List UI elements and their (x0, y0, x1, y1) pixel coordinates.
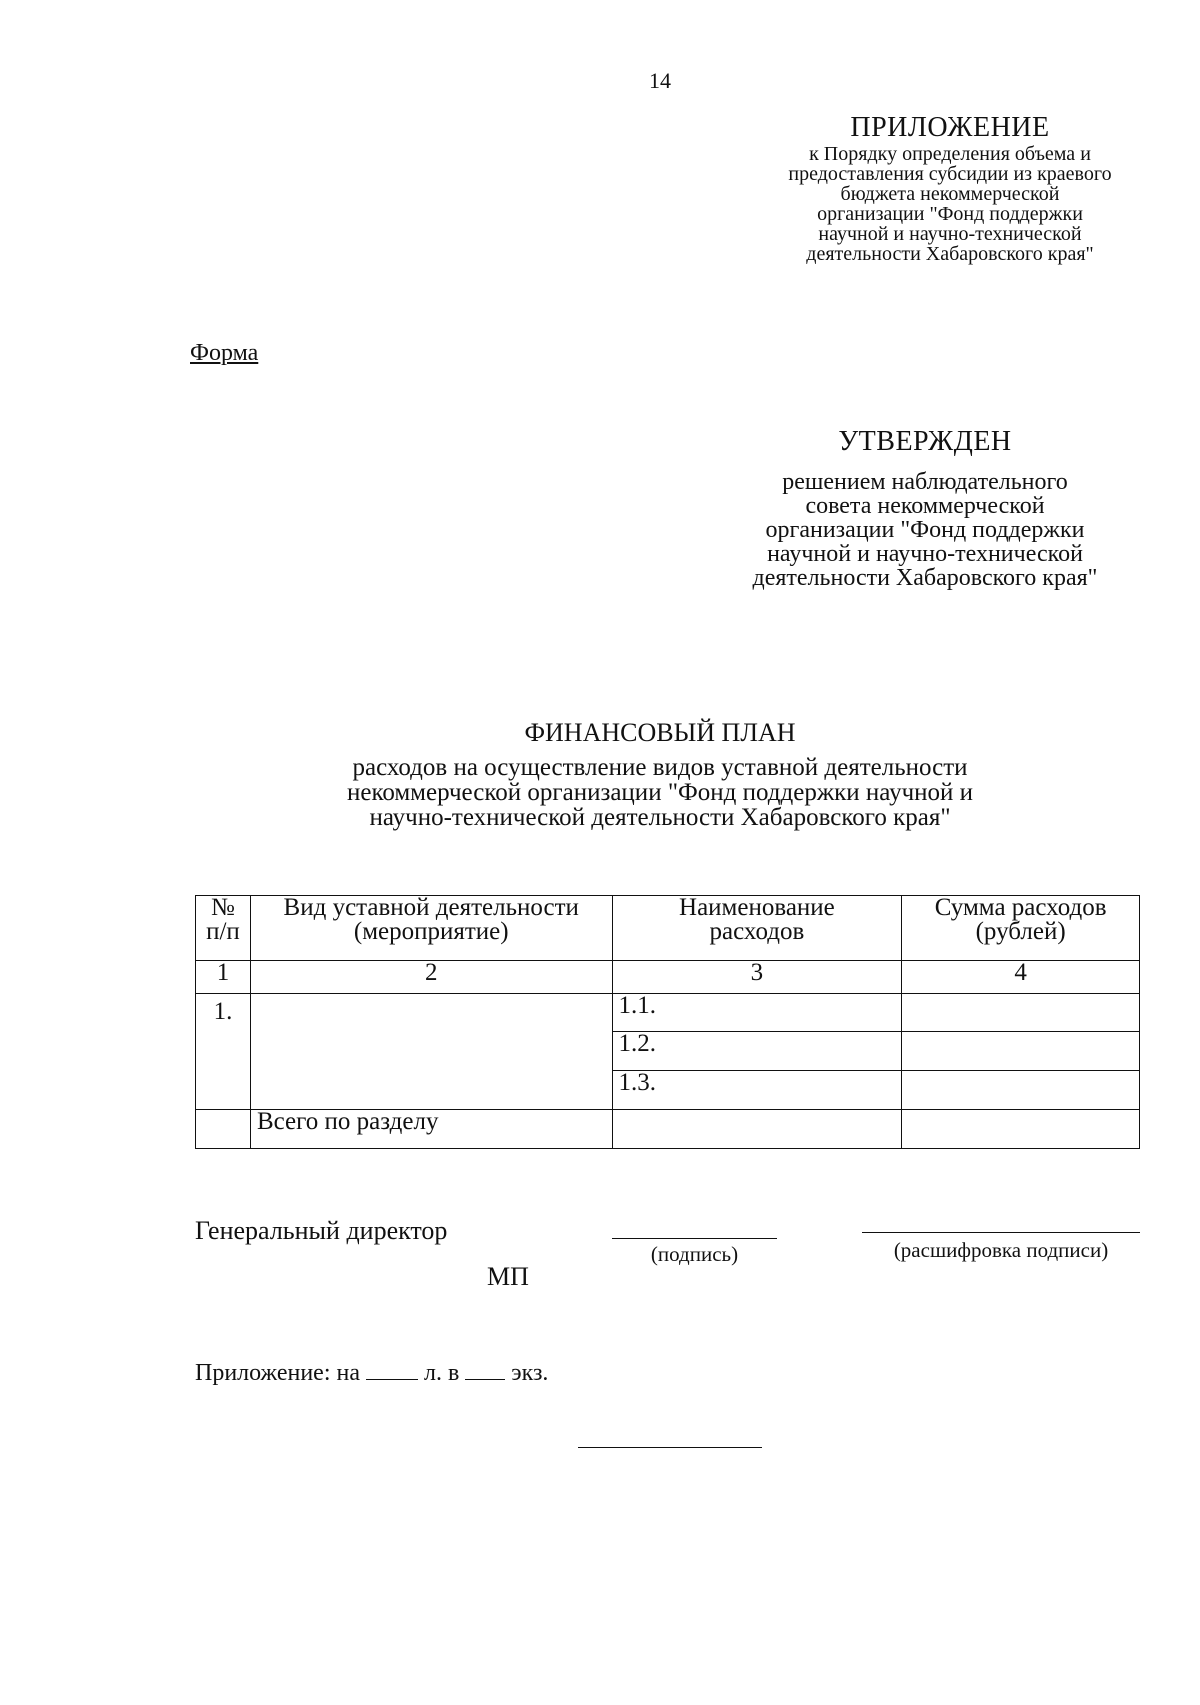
annex-line: бюджета некоммерческой (840, 183, 1060, 205)
total-row (196, 1110, 1140, 1149)
header-line: расходов (709, 918, 805, 945)
column-number: 2 (250, 961, 612, 994)
annex-line: к Порядку определения объема и (809, 143, 1091, 165)
annex-line: научной и научно-технической (818, 223, 1082, 245)
column-number: 3 (612, 961, 902, 994)
plan-subtitle-line: некоммерческой организации "Фонд поддержки научной и (346, 779, 974, 806)
sheets-blank[interactable] (366, 1361, 418, 1380)
amount-cell[interactable] (902, 1032, 1140, 1071)
expense-item: 1.1. (612, 994, 902, 1032)
expense-item: 1.2. (612, 1032, 902, 1071)
amount-cell[interactable] (902, 1071, 1140, 1110)
plan-title: ФИНАНСОВЫЙ ПЛАН (524, 718, 796, 747)
approved-line: организации "Фонд поддержки (765, 517, 1085, 543)
activity-cell[interactable] (250, 994, 612, 1110)
plan-subtitle-line: научно-технической деятельности Хабаровского края" (369, 804, 951, 831)
financial-plan-table (195, 895, 1140, 1149)
approved-line: научной и научно-технической (767, 541, 1083, 567)
seal-mark: МП (487, 1262, 529, 1291)
total-label: Всего по разделу (250, 1110, 612, 1149)
annex-text (730, 144, 1170, 264)
header-number (196, 896, 251, 961)
signature-decoding-line[interactable] (862, 1232, 1140, 1233)
header-line: (рублей) (975, 918, 1066, 945)
table-row (196, 994, 1140, 1032)
signature-decoding-caption: (расшифровка подписи) (893, 1238, 1109, 1262)
plan-subtitle-line: расходов на осуществление видов уставной деятельности (352, 754, 968, 781)
plan-subtitle (280, 755, 1040, 830)
column-number-row (196, 961, 1140, 994)
approved-title: УТВЕРЖДЕН (838, 426, 1012, 457)
header-line: Вид уставной деятельности (283, 894, 579, 921)
header-expense-name (612, 896, 902, 961)
appendix-line (195, 1360, 548, 1387)
approved-line: совета некоммерческой (805, 493, 1045, 519)
page-number: 14 (649, 68, 671, 93)
annex-line: деятельности Хабаровского края" (806, 243, 1094, 265)
header-line: п/п (206, 918, 240, 945)
form-label: Форма (190, 340, 259, 366)
header-line: № (211, 894, 235, 921)
appendix-suffix: экз. (511, 1360, 549, 1386)
approved-line: решением наблюдательного (782, 469, 1068, 495)
header-line: (мероприятие) (353, 918, 509, 945)
approved-line: деятельности Хабаровского края" (752, 565, 1098, 591)
end-separator-line (578, 1447, 762, 1448)
section-number: 1. (196, 994, 251, 1110)
appendix-middle: л. в (423, 1360, 460, 1386)
header-amount (902, 896, 1140, 961)
annex-title: ПРИЛОЖЕНИЕ (850, 112, 1050, 143)
annex-block (730, 112, 1170, 264)
header-line: Наименование (679, 894, 835, 921)
header-activity (250, 896, 612, 961)
total-number-cell (196, 1110, 251, 1149)
signature-caption: (подпись) (650, 1242, 739, 1266)
table-header-row (196, 896, 1140, 961)
signature-line[interactable] (612, 1238, 777, 1239)
copies-blank[interactable] (465, 1361, 505, 1380)
column-number: 4 (902, 961, 1140, 994)
annex-line: организации "Фонд поддержки (817, 203, 1083, 225)
approved-block (715, 426, 1135, 590)
expense-item: 1.3. (612, 1071, 902, 1110)
amount-cell[interactable] (902, 994, 1140, 1032)
total-amount-cell[interactable] (902, 1110, 1140, 1149)
appendix-prefix: Приложение: на (195, 1360, 360, 1386)
approved-text (715, 470, 1135, 590)
header-line: Сумма расходов (934, 894, 1107, 921)
total-expense-cell[interactable] (612, 1110, 902, 1149)
column-number: 1 (196, 961, 251, 994)
director-position: Генеральный директор (195, 1216, 448, 1245)
annex-line: предоставления субсидии из краевого (788, 163, 1112, 185)
